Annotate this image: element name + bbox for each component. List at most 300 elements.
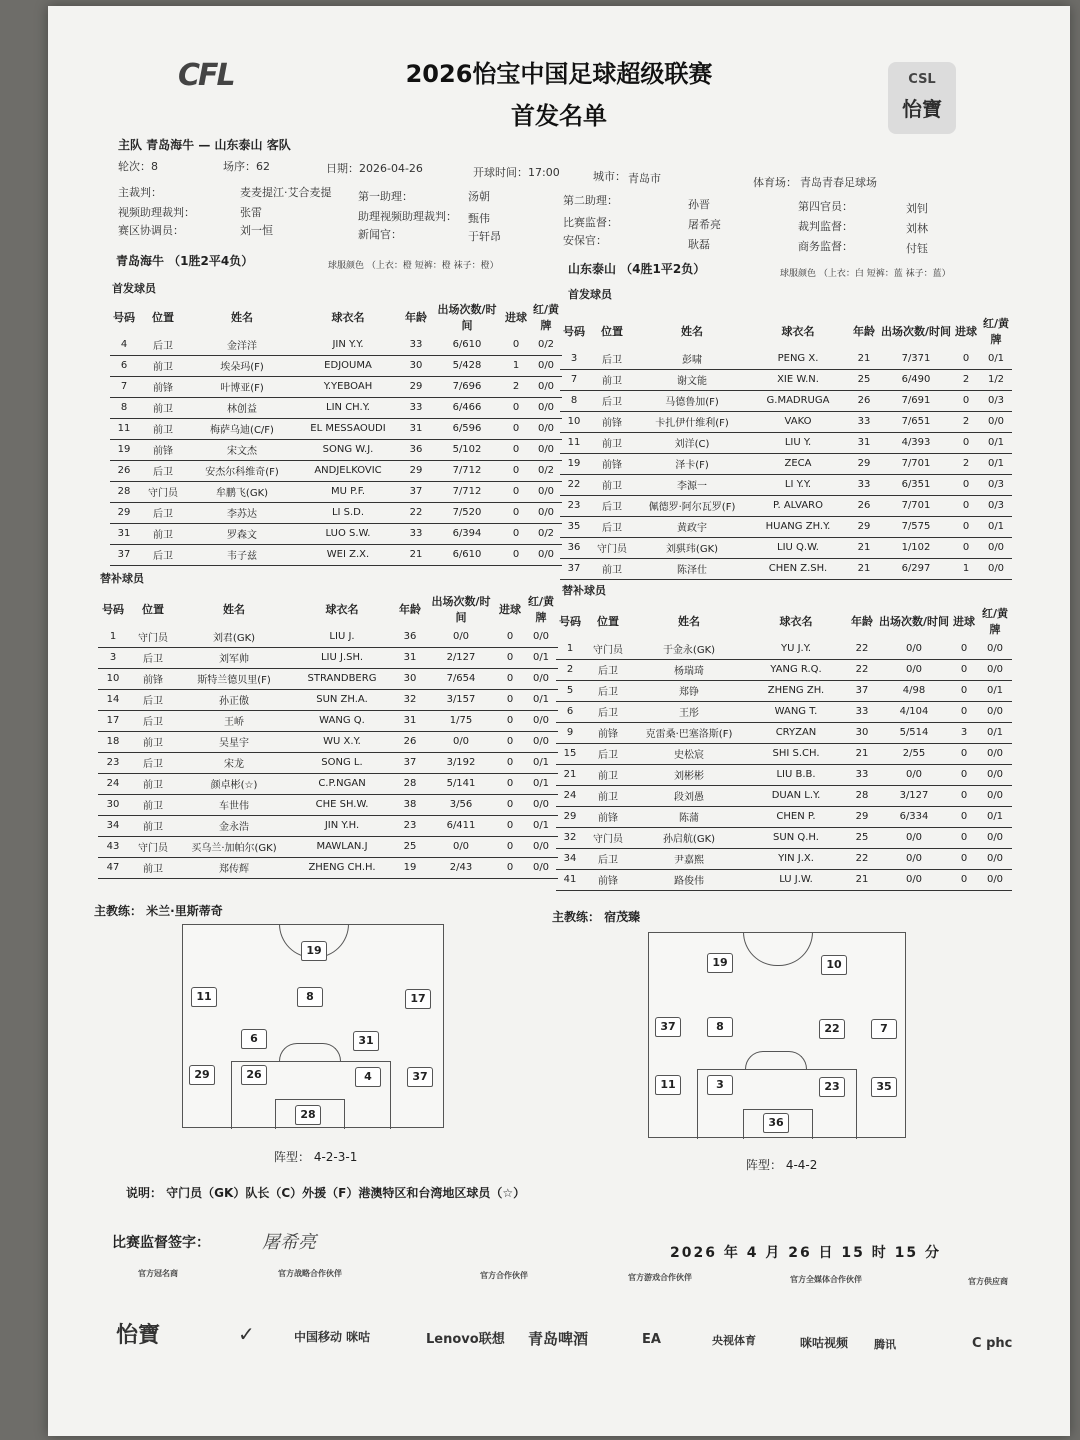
player-name-cell: 路俊伟: [632, 869, 746, 890]
player-age-cell: 19: [394, 857, 426, 878]
player-shirt-name-cell: MU P.F.: [296, 481, 400, 502]
player-shirt-name-cell: LIN CH.Y.: [296, 397, 400, 418]
table-row: [98, 668, 558, 689]
column-header: 号码: [102, 603, 124, 616]
jersey-icon: 22: [819, 1019, 845, 1039]
player-age-cell: 29: [846, 806, 878, 827]
player-goals-cell: 0: [496, 857, 524, 878]
player-number-cell: 43: [98, 836, 128, 857]
document-title: 首发名单: [511, 102, 607, 130]
player-appearances-cell: 6/490: [880, 369, 952, 390]
player-age-cell: 21: [846, 743, 878, 764]
player-age-cell: 28: [846, 785, 878, 806]
player-appearances-cell: 5/102: [432, 439, 502, 460]
sponsor-logo: C phc: [972, 1336, 1013, 1351]
player-number-cell: 29: [110, 502, 138, 523]
player-appearances-cell: 7/712: [432, 481, 502, 502]
player-number-cell: 18: [98, 731, 128, 752]
player-cards-cell: 0/2: [530, 460, 562, 481]
table-row: [560, 369, 1012, 390]
player-name-cell: 埃朵玛(F): [188, 355, 296, 376]
player-goals-cell: 0: [952, 516, 980, 537]
column-header: 出场次数/时间: [431, 595, 491, 624]
player-goals-cell: 0: [496, 773, 524, 794]
table-row: [560, 348, 1012, 369]
sponsor-logo: 央视体育: [712, 1334, 756, 1347]
player-shirt-name-cell: ZHENG ZH.: [746, 680, 846, 701]
player-shirt-name-cell: XIE W.N.: [748, 369, 848, 390]
player-shirt-name-cell: CHEN Z.SH.: [748, 558, 848, 579]
jersey-icon: 19: [301, 941, 327, 961]
player-cards-cell: 0/0: [980, 411, 1012, 432]
player-position-cell: 后卫: [584, 701, 632, 722]
table-row: [98, 857, 558, 878]
column-header: 号码: [113, 311, 135, 324]
player-position-cell: 后卫: [138, 460, 188, 481]
jersey-icon: 23: [819, 1077, 845, 1097]
table-row: [560, 516, 1012, 537]
jersey-icon: 7: [871, 1019, 897, 1039]
player-appearances-cell: 5/514: [878, 722, 950, 743]
player-number-cell: 23: [98, 752, 128, 773]
player-position-cell: 后卫: [138, 502, 188, 523]
player-age-cell: 33: [400, 334, 432, 355]
player-age-cell: 30: [846, 722, 878, 743]
player-goals-cell: 0: [496, 689, 524, 710]
legend-note: 说明： 守门员（GK）队长（C）外援（F）港澳特区和台湾地区球员（☆）: [126, 1186, 526, 1200]
player-name-cell: 宋文杰: [188, 439, 296, 460]
player-goals-cell: 1: [502, 355, 530, 376]
player-appearances-cell: 3/127: [878, 785, 950, 806]
player-shirt-name-cell: LUO S.W.: [296, 523, 400, 544]
player-position-cell: 守门员: [128, 626, 178, 647]
table-row: [98, 731, 558, 752]
column-header: 位置: [142, 603, 164, 616]
table-row: [556, 659, 1012, 680]
player-appearances-cell: 6/466: [432, 397, 502, 418]
player-appearances-cell: 4/104: [878, 701, 950, 722]
partner-title: 官方战略合作伙伴: [278, 1269, 342, 1278]
player-name-cell: 杨瑞琦: [632, 659, 746, 680]
table-row: [110, 481, 562, 502]
table-header-row: [110, 300, 562, 334]
column-header: 姓名: [681, 325, 703, 338]
column-header: 红/黄牌: [527, 595, 555, 624]
player-appearances-cell: 7/701: [880, 495, 952, 516]
player-shirt-name-cell: MAWLAN.J: [290, 836, 394, 857]
player-goals-cell: 0: [496, 794, 524, 815]
player-age-cell: 33: [846, 764, 878, 785]
player-appearances-cell: 7/371: [880, 348, 952, 369]
player-cards-cell: 0/0: [530, 544, 562, 565]
player-cards-cell: 0/0: [524, 626, 558, 647]
official-value: 刘一恒: [240, 224, 273, 237]
player-cards-cell: 0/1: [524, 689, 558, 710]
away-subs-label: 替补球员: [562, 584, 606, 597]
player-number-cell: 19: [560, 453, 588, 474]
player-age-cell: 33: [400, 397, 432, 418]
table-row: [98, 626, 558, 647]
sponsor-logo: 中国移动 咪咕: [294, 1330, 371, 1344]
player-age-cell: 36: [400, 439, 432, 460]
player-position-cell: 守门员: [584, 827, 632, 848]
player-number-cell: 26: [110, 460, 138, 481]
table-row: [98, 815, 558, 836]
table-row: [110, 523, 562, 544]
player-number-cell: 1: [556, 638, 584, 659]
table-row: [110, 334, 562, 355]
player-name-cell: 史松宸: [632, 743, 746, 764]
player-number-cell: 6: [110, 355, 138, 376]
player-shirt-name-cell: LIU J.: [290, 626, 394, 647]
player-goals-cell: 0: [950, 848, 978, 869]
player-appearances-cell: 0/0: [426, 836, 496, 857]
player-name-cell: 克雷桑·巴塞洛斯(F): [632, 722, 746, 743]
player-age-cell: 32: [394, 689, 426, 710]
player-position-cell: 前卫: [588, 474, 636, 495]
player-appearances-cell: 7/691: [880, 390, 952, 411]
column-header: 红/黄牌: [982, 317, 1010, 346]
jersey-icon: 37: [407, 1067, 433, 1087]
player-position-cell: 前锋: [584, 869, 632, 890]
player-number-cell: 4: [110, 334, 138, 355]
player-position-cell: 前锋: [588, 411, 636, 432]
player-shirt-name-cell: WANG T.: [746, 701, 846, 722]
table-header-row: [98, 592, 558, 626]
player-number-cell: 24: [556, 785, 584, 806]
player-cards-cell: 0/0: [978, 701, 1012, 722]
player-shirt-name-cell: CHEN P.: [746, 806, 846, 827]
official-value: 麦麦提江·艾合麦提: [240, 186, 332, 199]
official-value: 孙晋: [688, 198, 710, 211]
player-appearances-cell: 0/0: [878, 869, 950, 890]
player-goals-cell: 0: [502, 502, 530, 523]
player-name-cell: 安杰尔科维奇(F): [188, 460, 296, 481]
player-name-cell: 韦子兹: [188, 544, 296, 565]
table-row: [556, 806, 1012, 827]
table-row: [110, 460, 562, 481]
away-starters-label: 首发球员: [568, 288, 612, 301]
table-row: [98, 710, 558, 731]
player-goals-cell: 0: [502, 460, 530, 481]
player-shirt-name-cell: EL MESSAOUDI: [296, 418, 400, 439]
player-position-cell: 前卫: [588, 432, 636, 453]
player-cards-cell: 0/1: [978, 680, 1012, 701]
center-arc: [743, 932, 813, 966]
player-goals-cell: 0: [502, 418, 530, 439]
player-name-cell: 牟鹏飞(GK): [188, 481, 296, 502]
official-value: 耿磊: [688, 238, 710, 251]
player-number-cell: 37: [560, 558, 588, 579]
official-label: 比赛监督：: [563, 216, 618, 229]
table-row: [560, 411, 1012, 432]
player-name-cell: 郑传辉: [178, 857, 290, 878]
column-header: 出场次数/时间: [880, 325, 952, 338]
city-label: 城市：: [593, 170, 626, 183]
player-goals-cell: 0: [502, 481, 530, 502]
column-header: 出场次数/时间: [878, 615, 950, 628]
official-value: 刘林: [906, 222, 928, 235]
player-shirt-name-cell: SUN ZH.A.: [290, 689, 394, 710]
player-age-cell: 29: [848, 516, 880, 537]
jersey-icon: 4: [355, 1067, 381, 1087]
player-name-cell: 于金永(GK): [632, 638, 746, 659]
player-age-cell: 22: [846, 659, 878, 680]
player-name-cell: 金洋洋: [188, 334, 296, 355]
player-number-cell: 41: [556, 869, 584, 890]
jersey-icon: 8: [297, 987, 323, 1007]
player-position-cell: 前锋: [584, 806, 632, 827]
player-position-cell: 前卫: [128, 794, 178, 815]
player-shirt-name-cell: ANDJELKOVIC: [296, 460, 400, 481]
player-cards-cell: 0/1: [524, 815, 558, 836]
player-shirt-name-cell: WU X.Y.: [290, 731, 394, 752]
player-goals-cell: 0: [950, 827, 978, 848]
player-shirt-name-cell: C.P.NGAN: [290, 773, 394, 794]
away-kit-colors: 球服颜色 （上衣：白 短裤：蓝 袜子：蓝）: [780, 269, 951, 279]
player-goals-cell: 0: [950, 806, 978, 827]
player-appearances-cell: 7/701: [880, 453, 952, 474]
player-position-cell: 前卫: [138, 523, 188, 544]
player-appearances-cell: 3/192: [426, 752, 496, 773]
player-cards-cell: 0/3: [980, 390, 1012, 411]
player-goals-cell: 0: [496, 668, 524, 689]
player-shirt-name-cell: LIU Q.W.: [748, 537, 848, 558]
player-goals-cell: 0: [950, 701, 978, 722]
player-name-cell: 斯特兰德贝里(F): [178, 668, 290, 689]
player-appearances-cell: 0/0: [878, 659, 950, 680]
player-shirt-name-cell: LI S.D.: [296, 502, 400, 523]
column-header: 年龄: [851, 615, 873, 628]
player-appearances-cell: 4/98: [878, 680, 950, 701]
player-appearances-cell: 0/0: [878, 638, 950, 659]
player-cards-cell: 0/0: [530, 418, 562, 439]
player-cards-cell: 0/3: [980, 474, 1012, 495]
player-number-cell: 34: [556, 848, 584, 869]
table-row: [110, 376, 562, 397]
player-position-cell: 后卫: [128, 710, 178, 731]
player-appearances-cell: 1/75: [426, 710, 496, 731]
jersey-icon: 28: [295, 1105, 321, 1125]
table-row: [556, 764, 1012, 785]
player-appearances-cell: 0/0: [426, 626, 496, 647]
penalty-arc: [745, 1051, 807, 1069]
player-number-cell: 14: [98, 689, 128, 710]
player-name-cell: 刘君(GK): [178, 626, 290, 647]
sponsor-logo-text: 怡寶: [902, 97, 942, 121]
player-cards-cell: 0/3: [980, 495, 1012, 516]
partner-title: 官方冠名商: [138, 1269, 178, 1278]
home-subs-table: [98, 592, 558, 879]
player-cards-cell: 0/0: [524, 857, 558, 878]
player-age-cell: 33: [400, 523, 432, 544]
table-row: [560, 390, 1012, 411]
player-number-cell: 1: [98, 626, 128, 647]
player-number-cell: 7: [110, 376, 138, 397]
player-goals-cell: 0: [502, 544, 530, 565]
table-row: [98, 773, 558, 794]
player-appearances-cell: 6/394: [432, 523, 502, 544]
player-name-cell: 卡扎伊什维利(F): [636, 411, 748, 432]
table-row: [556, 869, 1012, 890]
player-age-cell: 37: [400, 481, 432, 502]
player-number-cell: 35: [560, 516, 588, 537]
player-cards-cell: 0/0: [530, 481, 562, 502]
home-formation: 阵型： 4-2-3-1: [274, 1150, 358, 1164]
player-number-cell: 15: [556, 743, 584, 764]
player-age-cell: 31: [848, 432, 880, 453]
player-shirt-name-cell: YU J.Y.: [746, 638, 846, 659]
player-goals-cell: 0: [952, 432, 980, 453]
table-row: [560, 558, 1012, 579]
table-row: [110, 355, 562, 376]
player-name-cell: 谢文能: [636, 369, 748, 390]
player-position-cell: 前卫: [138, 397, 188, 418]
column-header: 姓名: [678, 615, 700, 628]
column-header: 姓名: [223, 603, 245, 616]
sponsor-logo: Lenovo联想: [426, 1332, 505, 1347]
home-coach: 主教练： 米兰·里斯蒂奇: [94, 904, 223, 918]
signature-label: 比赛监督签字：: [112, 1235, 210, 1251]
table-row: [560, 432, 1012, 453]
home-starters-table: [110, 300, 562, 566]
player-goals-cell: 0: [496, 815, 524, 836]
official-value: 于轩昂: [468, 230, 501, 243]
column-header: 球衣名: [781, 325, 815, 338]
player-age-cell: 33: [846, 701, 878, 722]
player-number-cell: 2: [556, 659, 584, 680]
player-age-cell: 23: [394, 815, 426, 836]
player-position-cell: 前锋: [138, 439, 188, 460]
table-row: [556, 701, 1012, 722]
player-position-cell: 守门员: [584, 638, 632, 659]
city: 青岛市: [628, 172, 661, 185]
jersey-icon: 35: [871, 1077, 897, 1097]
player-goals-cell: 0: [950, 869, 978, 890]
venue: 青岛青春足球场: [800, 176, 877, 189]
player-position-cell: 前锋: [584, 722, 632, 743]
sponsor-logo: 腾讯: [874, 1338, 896, 1351]
player-goals-cell: 0: [952, 495, 980, 516]
player-position-cell: 前卫: [128, 815, 178, 836]
player-age-cell: 37: [846, 680, 878, 701]
player-shirt-name-cell: VAKO: [748, 411, 848, 432]
player-name-cell: 买乌兰·加帕尔(GK): [178, 836, 290, 857]
player-age-cell: 21: [848, 558, 880, 579]
player-shirt-name-cell: ZECA: [748, 453, 848, 474]
away-coach: 主教练： 宿茂臻: [552, 910, 641, 924]
player-age-cell: 26: [848, 495, 880, 516]
player-name-cell: 颜卓彬(☆): [178, 773, 290, 794]
official-label: 裁判监督：: [798, 220, 853, 233]
player-cards-cell: 0/0: [978, 638, 1012, 659]
official-value: 汤朝: [468, 190, 490, 203]
jersey-icon: 11: [191, 987, 217, 1007]
table-header-row: [560, 314, 1012, 348]
player-appearances-cell: 2/127: [426, 647, 496, 668]
column-header: 球衣名: [325, 603, 359, 616]
player-number-cell: 3: [560, 348, 588, 369]
player-appearances-cell: 2/43: [426, 857, 496, 878]
player-goals-cell: 0: [950, 680, 978, 701]
column-header: 年龄: [405, 311, 427, 324]
player-shirt-name-cell: YIN J.X.: [746, 848, 846, 869]
player-number-cell: 31: [110, 523, 138, 544]
player-shirt-name-cell: SONG W.J.: [296, 439, 400, 460]
column-header: 红/黄牌: [981, 607, 1009, 636]
player-shirt-name-cell: LIU B.B.: [746, 764, 846, 785]
player-name-cell: 泽卡(F): [636, 453, 748, 474]
column-header: 球衣名: [331, 311, 365, 324]
column-header: 进球: [955, 325, 977, 338]
partner-title: 官方合作伙伴: [480, 1271, 528, 1280]
player-goals-cell: 0: [502, 439, 530, 460]
player-cards-cell: 0/1: [980, 348, 1012, 369]
player-position-cell: 前卫: [138, 355, 188, 376]
player-appearances-cell: 7/696: [432, 376, 502, 397]
player-age-cell: 29: [400, 376, 432, 397]
jersey-icon: 17: [405, 989, 431, 1009]
player-position-cell: 前卫: [128, 773, 178, 794]
match-number: 场序：62: [223, 160, 270, 173]
table-row: [556, 722, 1012, 743]
player-cards-cell: 0/0: [980, 537, 1012, 558]
home-away-line: 主队 青岛海牛 — 山东泰山 客队: [118, 138, 291, 152]
player-goals-cell: 0: [496, 647, 524, 668]
player-number-cell: 37: [110, 544, 138, 565]
jersey-icon: 6: [241, 1029, 267, 1049]
player-appearances-cell: 6/334: [878, 806, 950, 827]
player-goals-cell: 1: [952, 558, 980, 579]
player-name-cell: 刘军帅: [178, 647, 290, 668]
player-number-cell: 10: [560, 411, 588, 432]
player-appearances-cell: 3/56: [426, 794, 496, 815]
sponsor-logo: ✓: [238, 1322, 255, 1346]
player-cards-cell: 0/1: [524, 647, 558, 668]
player-name-cell: 陈蒲: [632, 806, 746, 827]
player-appearances-cell: 7/575: [880, 516, 952, 537]
player-number-cell: 36: [560, 537, 588, 558]
player-position-cell: 后卫: [584, 659, 632, 680]
player-age-cell: 22: [846, 638, 878, 659]
player-goals-cell: 0: [952, 474, 980, 495]
table-row: [556, 680, 1012, 701]
player-goals-cell: 0: [950, 638, 978, 659]
partner-title: 官方全媒体合作伙伴: [790, 1275, 862, 1284]
player-appearances-cell: 5/428: [432, 355, 502, 376]
column-header: 号码: [559, 615, 581, 628]
player-name-cell: 刘洋(C): [636, 432, 748, 453]
player-shirt-name-cell: SHI S.CH.: [746, 743, 846, 764]
player-appearances-cell: 0/0: [426, 731, 496, 752]
player-appearances-cell: 6/411: [426, 815, 496, 836]
player-cards-cell: 0/2: [530, 334, 562, 355]
player-position-cell: 前卫: [128, 857, 178, 878]
player-cards-cell: 0/0: [978, 869, 1012, 890]
player-position-cell: 后卫: [588, 495, 636, 516]
player-age-cell: 33: [848, 411, 880, 432]
player-cards-cell: 0/1: [980, 516, 1012, 537]
player-position-cell: 后卫: [588, 516, 636, 537]
player-age-cell: 29: [848, 453, 880, 474]
player-cards-cell: 0/0: [980, 558, 1012, 579]
player-name-cell: 金永浩: [178, 815, 290, 836]
player-name-cell: 孙启航(GK): [632, 827, 746, 848]
signature-datetime: 2026 年 4 月 26 日 15 时 15 分: [670, 1245, 942, 1261]
player-cards-cell: 0/0: [530, 439, 562, 460]
table-row: [560, 537, 1012, 558]
sponsor-logo: EA: [642, 1332, 661, 1347]
